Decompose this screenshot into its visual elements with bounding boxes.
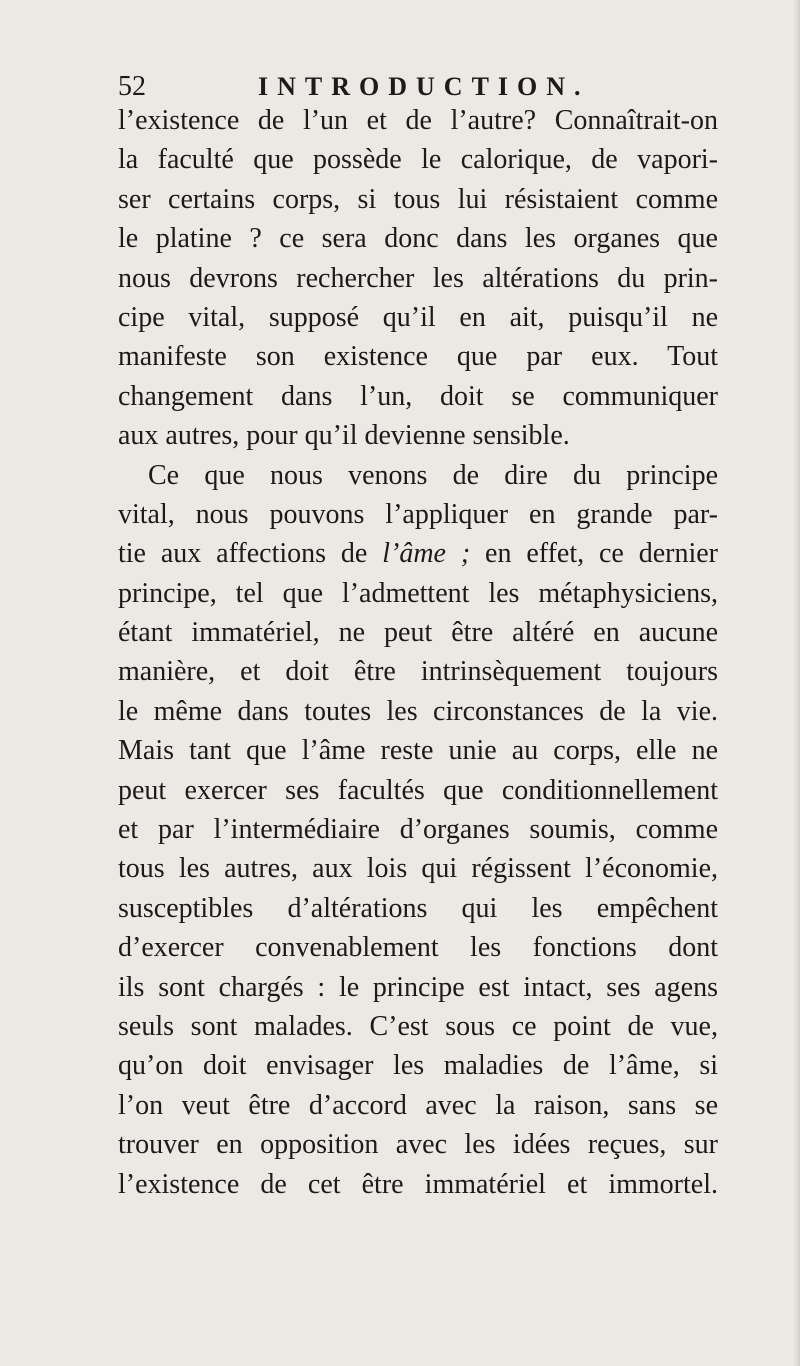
text-line: l’existence de l’un et de l’autre? Connaîtrait-on xyxy=(118,105,718,136)
text-line: et par l’intermédiaire d’organes soumis, comme xyxy=(118,814,718,846)
text-segment: tie aux affections de xyxy=(118,538,383,570)
text-line: qu’on doit envisager les maladies de l’âme, si xyxy=(118,1050,718,1082)
italic-emphasis: l’âme ; xyxy=(382,538,471,570)
text-line: le même dans toutes les circonstances de la vie. xyxy=(118,695,718,727)
text-line: le platine ? ce sera donc dans les organes que xyxy=(118,223,718,255)
text-line: la faculté que possède le calorique, de vapori- xyxy=(118,144,718,176)
text-line: ils sont chargés : le principe est intact, ses agens xyxy=(118,971,718,1003)
paragraph-end-line: aux autres, pour qu’il devienne sensible. xyxy=(118,420,570,452)
text-line: cipe vital, supposé qu’il en ait, puisqu’il ne xyxy=(118,301,718,333)
text-line: peut exercer ses facultés que conditionnellement xyxy=(118,774,718,806)
text-line: nous devrons rechercher les altérations du prin- xyxy=(118,262,718,294)
text-line: l’on veut être d’accord avec la raison, sans se xyxy=(118,1089,718,1121)
text-line: principe, tel que l’admettent les métaphysiciens, xyxy=(118,577,718,609)
text-line: étant immatériel, ne peut être altéré en aucune xyxy=(118,617,718,649)
page-number: 52 xyxy=(118,71,146,102)
body-text xyxy=(118,101,718,1204)
text-line: manifeste son existence que par eux. Tout xyxy=(118,341,718,373)
text-line: manière, et doit être intrinsèquement toujours xyxy=(118,656,718,688)
text-line: l’existence de cet être immatériel et immortel. xyxy=(118,1168,718,1200)
page-edge-shadow xyxy=(792,0,800,1366)
text-line: trouver en opposition avec les idées reçues, sur xyxy=(118,1129,718,1161)
text-line: ser certains corps, si tous lui résistaient comme xyxy=(118,183,718,215)
text-line: vital, nous pouvons l’appliquer en grande par- xyxy=(118,498,718,530)
text-line: d’exercer convenablement les fonctions dont xyxy=(118,932,718,964)
text-line: Mais tant que l’âme reste unie au corps, elle ne xyxy=(118,735,718,767)
text-line: changement dans l’un, doit se communiquer xyxy=(118,380,718,412)
text-line: susceptibles d’altérations qui les empêchent xyxy=(118,892,718,924)
text-line: seuls sont malades. C’est sous ce point de vue, xyxy=(118,1010,718,1042)
page-header xyxy=(118,70,718,104)
text-segment: en effet, ce dernier xyxy=(470,538,718,570)
running-head: INTRODUCTION. xyxy=(258,72,590,101)
paragraph-start-line: Ce que nous venons de dire du principe xyxy=(148,459,718,491)
text-line-with-emphasis xyxy=(118,534,718,573)
text-line: tous les autres, aux lois qui régissent l’économie, xyxy=(118,853,718,885)
